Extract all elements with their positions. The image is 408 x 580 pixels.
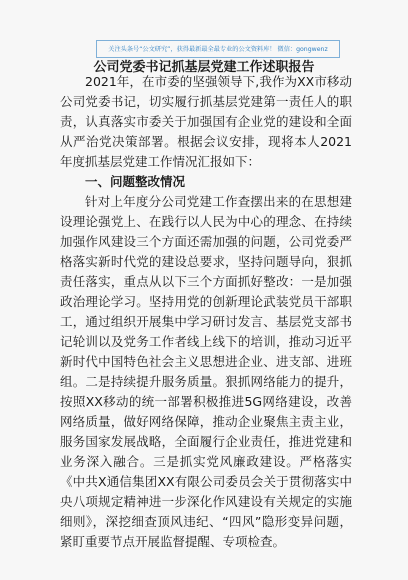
section-heading: 一、问题整改情况: [85, 174, 186, 189]
document-title: 公司党委书记抓基层党建工作述职报告: [93, 60, 315, 75]
promo-banner: 关注头条号“公文研究”，获得最新最全最专业的公文资料库！ 微信：gongwenz: [96, 40, 340, 58]
section-paragraph: 针对上年度分公司党建工作查摆出来的在思想建设理论强党上、在践行以人民为中心的理念、在持续加强作风建设三个方面还需加强的问题，公司党委严格落实新时代党的建设总要求，坚持问题导向，狠抓责任落实，重点从以下三个方面抓好整改：一是加强政治理论学习。坚持用党的创新理论武装党员干部职工，通过组织开展集中学习研讨发言、基层党支部书记轮训以及党务工作者线上线下的培训，推动习近平新时代中国特色社会主义思想进企业、进支部、进班组。二是持续提升服务质量。狠抓网络能力的提升，按照XX移动的统一部署积极推进5G网络建设，改善网络质量，做好网络保障，推动企业聚焦主责主业，服务国家发展战略，全面履行企业责任，推进党建和业务深入融合。三是抓实党风廉政建设。严格落实《中共X通信集团XX有限公司委员会关于贯彻落实中央八项规定精神进一步深化作风建设有关规定的实施细则》，深挖细查顶风违纪、“四风”隐形变异问题，紧盯重要节点开展监督提醒、专项检查。: [60, 194, 352, 549]
intro-paragraph: 2021年，在市委的坚强领导下,我作为XX市移动公司党委书记，切实履行抓基层党建第一责任人的职责，认真落实市委关于加强国有企业党的建设和全面从严治党决策部署。根据会议安排，现将本人2021年度抓基层党建工作情况汇报如下：: [60, 74, 352, 169]
document-body: [60, 72, 352, 552]
